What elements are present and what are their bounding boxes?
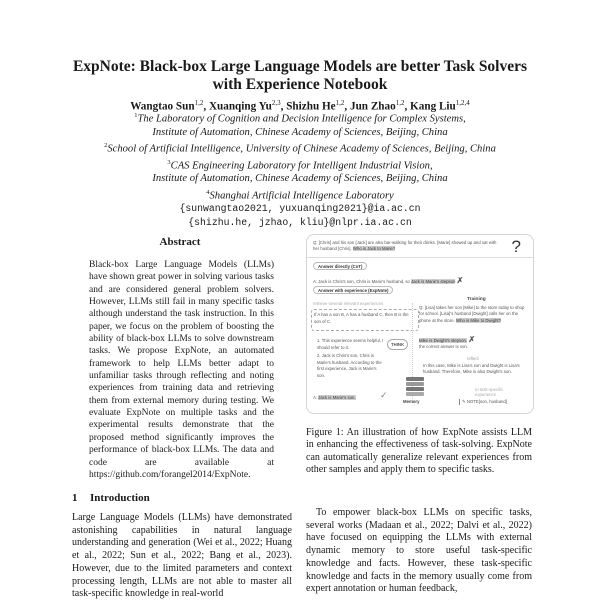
cot-answer-highlight: Jack is Marie's stepson [411,279,456,284]
note-pencil-icon: ✎ [462,399,466,404]
memory-label: Memory [403,399,420,404]
cot-label: Answer directly (CoT) [313,262,367,270]
section-heading-introduction [72,492,150,504]
think-cloud: THINK [387,339,408,350]
training-question-highlight: Who is Mike to Dwight? [456,317,501,323]
final-answer [313,395,356,400]
author-affil-sup: 1,2 [395,99,405,107]
author-affil-sup: 2,3 [271,99,281,107]
section-title: Introduction [90,492,150,504]
note-text [459,399,507,405]
wrong-x-icon: ✗ [468,335,476,344]
figure-question [313,240,503,252]
reflect-label: reflect [467,356,479,361]
question-highlight: Who is Jack to Marie? [352,246,396,251]
affil-sup: 1 [134,112,138,119]
reasoning-step-2: 2. Jack is Chris's son, Chris is Marie's husband. According to the first experience, Jack is Marie's son. [317,353,382,378]
author-list: Wangtao Sun$^{1,2}$, Xuanqing Yu$^{2,3}$, Shizhu He$^{1,2}$, Jun Zhao$^{1,2}$, Kang Liu$^{1,2,4}$ [130,99,470,113]
introduction-text: Large Language Models (LLMs) have demonstrated astonishing capabilities in natural language understanding and generation (Wei et al., 2022; Huang et al., 2022; Sun et al., 2022; Bang et al., 2023). However, due to the limited parameters and context processing length, LLMs are not able to master all task-specific knowledge in real-world [72,512,292,600]
affiliation-3-line-2: Institute of Automation, Chinese Academy of Sciences, Beijing, China [152,173,448,185]
experience-box: If A has a son B, A has a husband C, then B is the son of C. [311,309,419,331]
affiliation-1-line-2: Institute of Automation, Chinese Academy of Sciences, Beijing, China [152,126,448,138]
right-column-text: To empower black-box LLMs on specific tasks, several works (Madaan et al., 2022; Dalvi et al., 2022) have focused on equipping the LLMs with external dynamic memory to store useful task-specific knowledge and facts. However, these task-specific knowledge and facts in the memory usually come from expert annotation or human feedback, [306,507,532,595]
question-mark-icon: ? [511,237,521,256]
author-affil-sup: 1,2 [335,99,345,107]
author-affil-sup: 1,2,4 [455,99,470,107]
note-label: NOTE[son, husband] [466,399,507,404]
email-line-2: {shizhu.he, jzhao, kliu}@nlpr.ia.ac.cn [188,216,412,228]
affiliation-2 [40,139,560,156]
author-name: Wangtao Sun [130,100,195,113]
affil-sup: 2 [104,141,108,149]
paper-title [40,58,560,94]
training-question [419,305,529,324]
wrong-x-icon: ✗ [456,276,464,285]
final-answer-prefix: A: [313,395,318,400]
affil-text: The Laboratory of Cognition and Decision Intelligence for Complex Systems, [137,113,466,125]
figure-caption [306,427,532,477]
title-line-1: ExpNote: Black-box Large Language Models are better Task Solvers [72,58,528,75]
reflection-text: In this case, Mike is Lisa's son and Dwight is Lisa's husband. Therefore, Mike is also Dwight's son. [423,363,520,375]
introduction-body [72,512,292,600]
figure-divider [307,257,533,258]
affil-sup: 3 [167,158,171,166]
affiliation-4 [40,186,560,203]
cot-answer [313,276,523,285]
question-text: Q: [Chris] and his son [Jack] are also bar-walking for their drinks. [Marie] showed up and sat with her husband [Chris]. [313,240,497,251]
author-name: Xuanqing Yu [208,100,272,113]
right-column-body [306,507,532,600]
affil-text: Shanghai Artificial Intelligence Laboratory [209,190,394,202]
abstract-body [89,259,274,481]
training-correct-text: the correct answer is son. [419,344,468,349]
email-line-1: {sunwangtao2021, yuxuanqing2021}@ia.ac.cn [179,203,421,215]
affil-text: CAS Engineering Laboratory for Intelligent Industrial Vision, [170,160,433,172]
author-affil-sup: 1,2 [194,99,204,107]
affiliation-1 [40,109,560,126]
memory-icon [404,375,428,397]
training-wrong-text: Mike is Dwight's stepson. [419,338,468,343]
training-heading: Training [467,297,486,302]
reasoning-step-1: 1. This experience seems helpful, I should refer to it. [317,338,384,350]
retrieve-text: retrieve several relevant experiences [313,301,384,306]
final-answer-highlight: Jack is Marie's son. [318,395,356,400]
affil-sup: 4 [206,188,210,196]
affiliation-3 [40,156,560,173]
section-number: 1 [72,492,78,504]
cot-answer-text: A: Jack is Chris's son, Chris is Marie's husband, so [313,279,410,284]
check-icon: ✓ [380,390,388,400]
figure-1 [306,234,534,414]
affil-text: School of Artificial Intelligence, University of Chinese Academy of Sciences, Beijing, China [107,143,496,155]
affiliations [40,109,560,229]
training-wrong-answer [419,335,475,344]
title-line-2: with Experience Notebook [212,76,388,93]
abstract-text: Black-box Large Language Models (LLMs) have shown great power in solving various tasks and are considered general problem solvers. However, LLMs still fail in many specific tasks although understand the task instruction. In this paper, we focus on the problem of boosting the ability of black-box LLMs to solve downstream tasks. We propose ExpNote, an automated framework to help LLMs better adapt to unfamiliar tasks through reflecting and noting experiences from training data and retrieving them from external memory during testing. We evaluate ExpNote on multiple tasks and the experimental results demonstrate that the proposed method significantly improves the performance of black-box LLMs. The data and code are available at https://github.com/forangel2014/ExpNote. [89,260,274,480]
author-name: Shizhu He [286,100,336,113]
expnote-label: Answer with experience (ExpNote) [313,286,393,294]
abstract-heading: Abstract [159,236,201,248]
author-name: Jun Zhao [349,100,396,113]
to-specific-label: to task-specific experience [475,387,504,397]
training-question-text: Q: [Lisa] takes her son [Mike] to the store today to shop for school. [Lisa]'s husband [Dwight] calls her on the phone at the store. [419,305,525,323]
author-name: Kang Liu [410,100,456,113]
caption-text: Figure 1: An illustration of how ExpNote assists LLM in enhancing the effectiveness of task-solving. ExpNote can automatically generalize relevant experiences from other samples and apply them to specific tasks. [306,427,532,476]
